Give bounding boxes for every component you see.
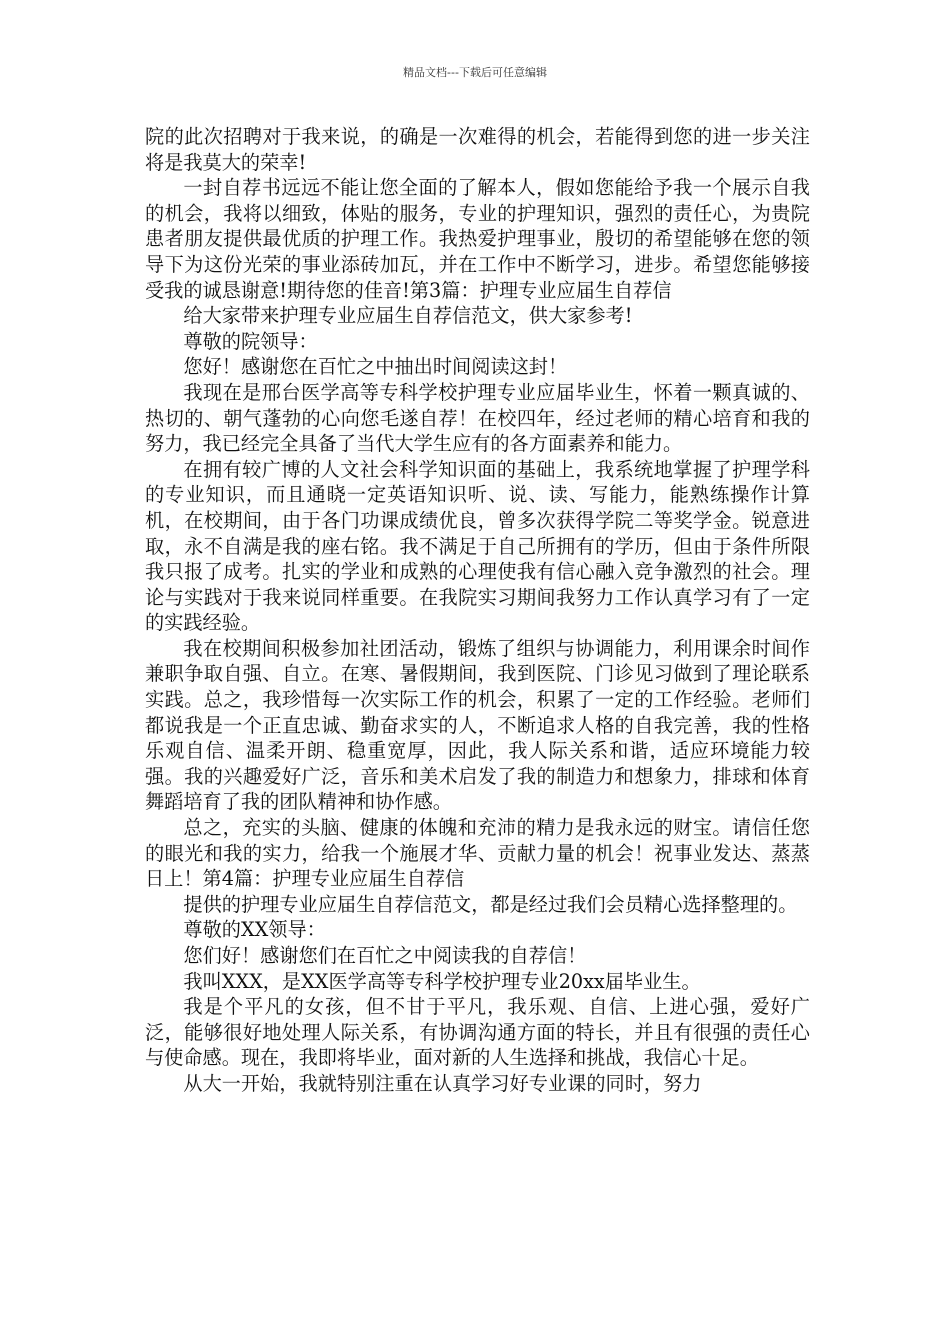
- salutation-1: 尊敬的院领导：: [183, 329, 318, 353]
- paragraph-13: 我叫XXX，是XX医学高等专科学校护理专业20xx届毕业生。: [183, 969, 701, 993]
- paragraph-3: 给大家带来护理专业应届生自荐信范文，供大家参考!: [183, 304, 633, 328]
- paragraph-7: 在拥有较广博的人文社会科学知识面的基础上，我系统地掌握了护理学科的专业知识，而且通晓一定英语知识听、说、读、写能力，能熟练操作计算机，在校期间，由于各门功课成绩优良，曾多次获得学院二等奖学金。锐意进取，永不自满是我的座右铭。我不满足于自己所拥有的学历，但由于条件所限我只报了成考。扎实的学业和成熟的心理使我有信心融入竞争激烈的社会。理论与实践对于我来说同样重要。在我院实习期间我努力工作认真学习有了一定的实践经验。: [145, 457, 810, 635]
- paragraph-2: 一封自荐书远远不能让您全面的了解本人，假如您能给予我一个展示自我的机会，我将以细致，体贴的服务，专业的护理知识，强烈的责任心，为贵院患者朋友提供最优质的护理工作。我热爱护理事业，殷切的希望能够在您的领导下为这份光荣的事业添砖加瓦，并在工作中不断学习，进步。希望您能够接受我的诚恳谢意!期待您的佳音!第3篇：护理专业应届生自荐信: [145, 176, 810, 302]
- salutation-2: 尊敬的XX领导：: [183, 918, 326, 942]
- paragraph-15: 从大一开始，我就特别注重在认真学习好专业课的同时，努力: [183, 1071, 702, 1095]
- paragraph-9: 总之，充实的头脑、健康的体魄和充沛的精力是我永远的财宝。请信任您的眼光和我的实力，给我一个施展才华、贡献力量的机会！祝事业发达、蒸蒸日上！第4篇：护理专业应届生自荐信: [145, 816, 810, 891]
- paragraph-14: 我是个平凡的女孩，但不甘于平凡，我乐观、自信、上进心强，爱好广泛，能够很好地处理人际关系，有协调沟通方面的特长，并且有很强的责任心与使命感。现在，我即将毕业，面对新的人生选择和挑战，我信心十足。: [145, 995, 810, 1070]
- page-header: 精品文档---下载后可任意编辑: [403, 66, 547, 79]
- paragraph-10: 提供的护理专业应届生自荐信范文，都是经过我们会员精心选择整理的。: [183, 892, 798, 916]
- paragraph-8: 我在校期间积极参加社团活动，锻炼了组织与协调能力，利用课余时间作兼职争取自强、自立。在寒、暑假期间，我到医院、门诊见习做到了理论联系实践。总之，我珍惜每一次实际工作的机会，积累了一定的工作经验。老师们都说我是一个正直忠诚、勤奋求实的人，不断追求人格的自我完善，我的性格乐观自信、温柔开朗、稳重宽厚，因此，我人际关系和谐，适应环境能力较强。我的兴趣爱好广泛，音乐和美术启发了我的制造力和想象力，排球和体育舞蹈培育了我的团队精神和协作感。: [145, 636, 810, 814]
- greeting-1: 您好！感谢您在百忙之中抽出时间阅读这封！: [183, 355, 568, 379]
- paragraph-6: 我现在是邢台医学高等专科学校护理专业应届毕业生，怀着一颗真诚的、热切的、朝气蓬勃的心向您毛遂自荐！在校四年，经过老师的精心培育和我的努力，我已经完全具备了当代大学生应有的各方面素养和能力。: [145, 380, 810, 456]
- document-body: [145, 124, 810, 1097]
- paragraph-1: 院的此次招聘对于我来说，的确是一次难得的机会，若能得到您的进一步关注将是我莫大的荣幸!: [145, 125, 810, 174]
- greeting-2: 您们好！感谢您们在百忙之中阅读我的自荐信！: [183, 944, 587, 967]
